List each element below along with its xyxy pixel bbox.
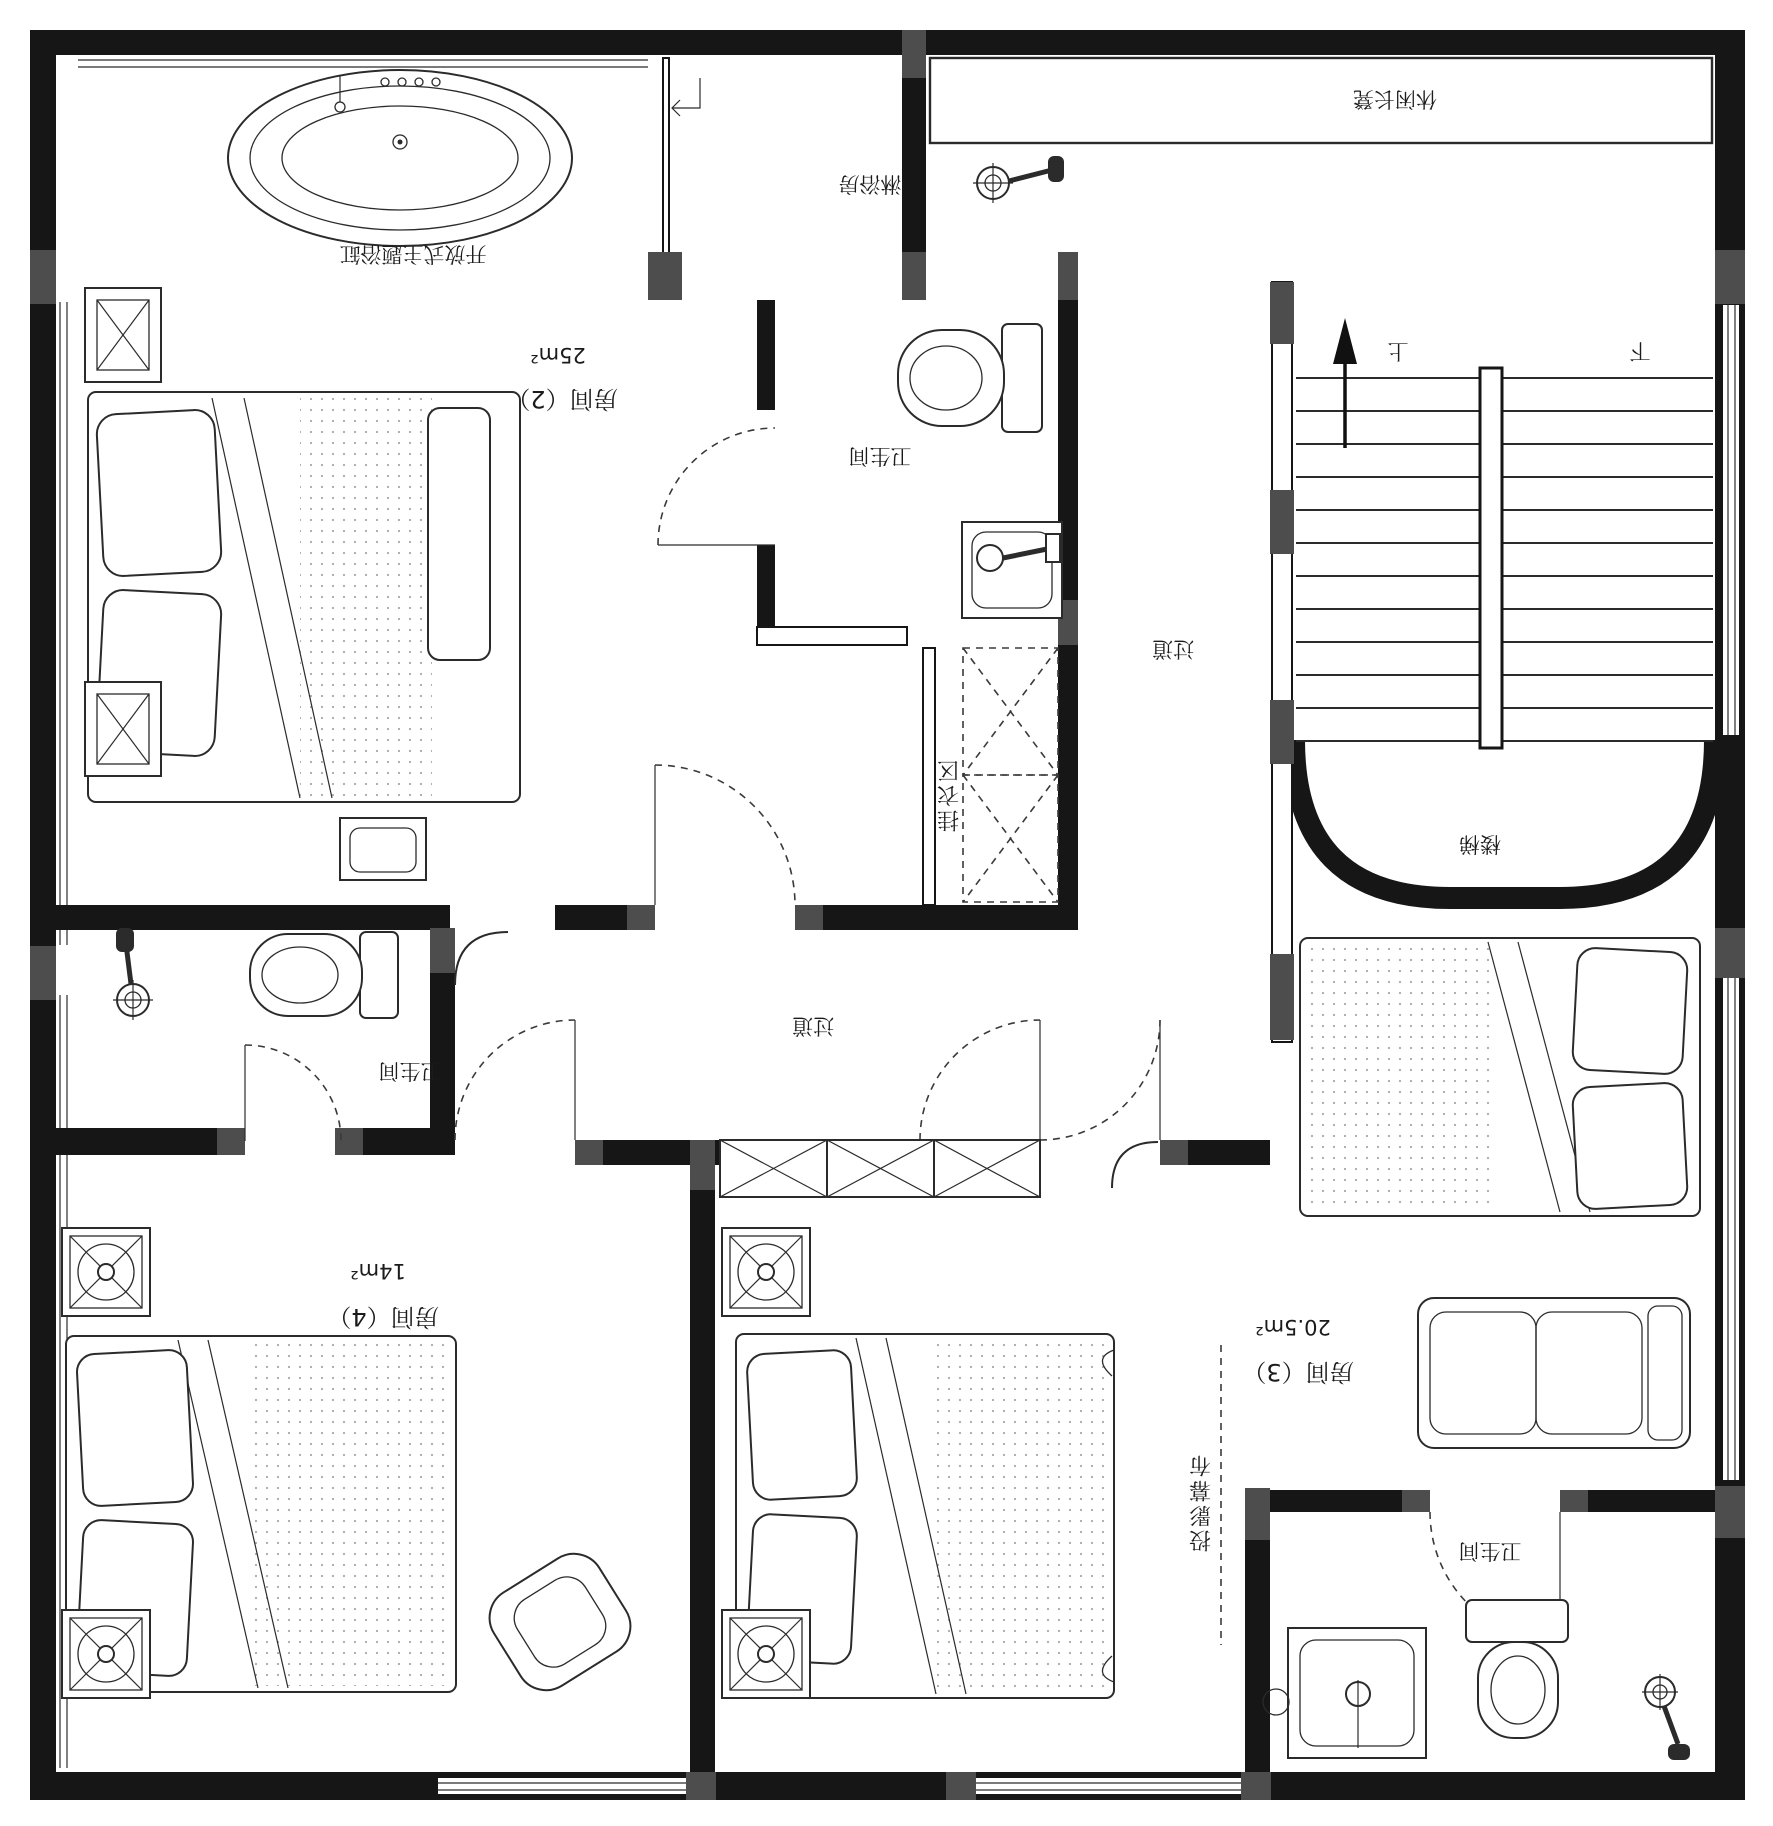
label-corridor-2: 过道 <box>792 1014 834 1038</box>
label-bathroom-left: 卫生间 <box>378 1059 442 1083</box>
label-bathroom-br: 卫生间 <box>1458 1539 1522 1563</box>
label-stairs-down: 下 <box>1629 339 1651 363</box>
pillow <box>746 1349 857 1500</box>
pillow <box>1572 947 1688 1075</box>
ceiling-fan-icon <box>722 1228 810 1316</box>
toilet-icon <box>1466 1600 1568 1738</box>
label-leisure-bench: 休闲长凳 <box>1353 87 1437 111</box>
nightstand <box>85 288 161 382</box>
staircase <box>1296 318 1713 748</box>
label-bathroom-top: 卫生间 <box>848 444 912 468</box>
pillow <box>1572 1082 1688 1210</box>
sofa <box>1418 1298 1690 1448</box>
label-shower-room: 淋浴房 <box>838 172 902 196</box>
shower-head-icon <box>113 928 153 1020</box>
bed-bench <box>428 408 490 660</box>
toilet-icon <box>250 932 398 1018</box>
ceiling-fan-icon <box>722 1610 810 1698</box>
label-wardrobe-zone: 挂衣区 <box>937 757 963 832</box>
wardrobe-hanging <box>963 648 1058 902</box>
label-corridor-1: 过道 <box>1152 637 1194 661</box>
leisure-bench <box>930 58 1712 143</box>
label-stairs: 楼梯 <box>1459 832 1501 856</box>
bed-room3 <box>1300 938 1700 1216</box>
label-room3-area: 20.5m² <box>1255 1315 1331 1339</box>
label-room2-area: 25m² <box>530 343 586 367</box>
label-projector-screen: 投影幕布 <box>1189 1452 1215 1552</box>
toilet-icon <box>898 324 1042 432</box>
nightstand <box>85 682 161 776</box>
label-room4-name: 房间（4） <box>327 1303 439 1331</box>
stair-rail <box>1480 368 1502 748</box>
armchair <box>478 1543 641 1702</box>
closet-row <box>720 1140 1040 1197</box>
stair-treads <box>1296 378 1713 741</box>
label-room2-name: 房间（2） <box>506 385 618 413</box>
sink-icon <box>962 522 1062 618</box>
label-stairs-up: 上 <box>1387 339 1409 363</box>
stair-direction-arrow <box>1333 318 1357 448</box>
label-room4-area: 14m² <box>350 1259 406 1283</box>
pillow <box>96 409 222 577</box>
shower-head-icon <box>1642 1674 1690 1760</box>
label-room3-name: 房间（3） <box>1242 1358 1354 1386</box>
bathtub <box>228 70 572 246</box>
ceiling-fan-icon <box>62 1228 150 1316</box>
shower-head-icon <box>973 156 1064 203</box>
sink-icon <box>340 818 426 880</box>
ceiling-fan-icon <box>62 1610 150 1698</box>
pillow <box>76 1349 194 1507</box>
sink-icon <box>1263 1628 1426 1758</box>
label-open-bathtub: 开放式主题浴缸 <box>339 242 487 266</box>
